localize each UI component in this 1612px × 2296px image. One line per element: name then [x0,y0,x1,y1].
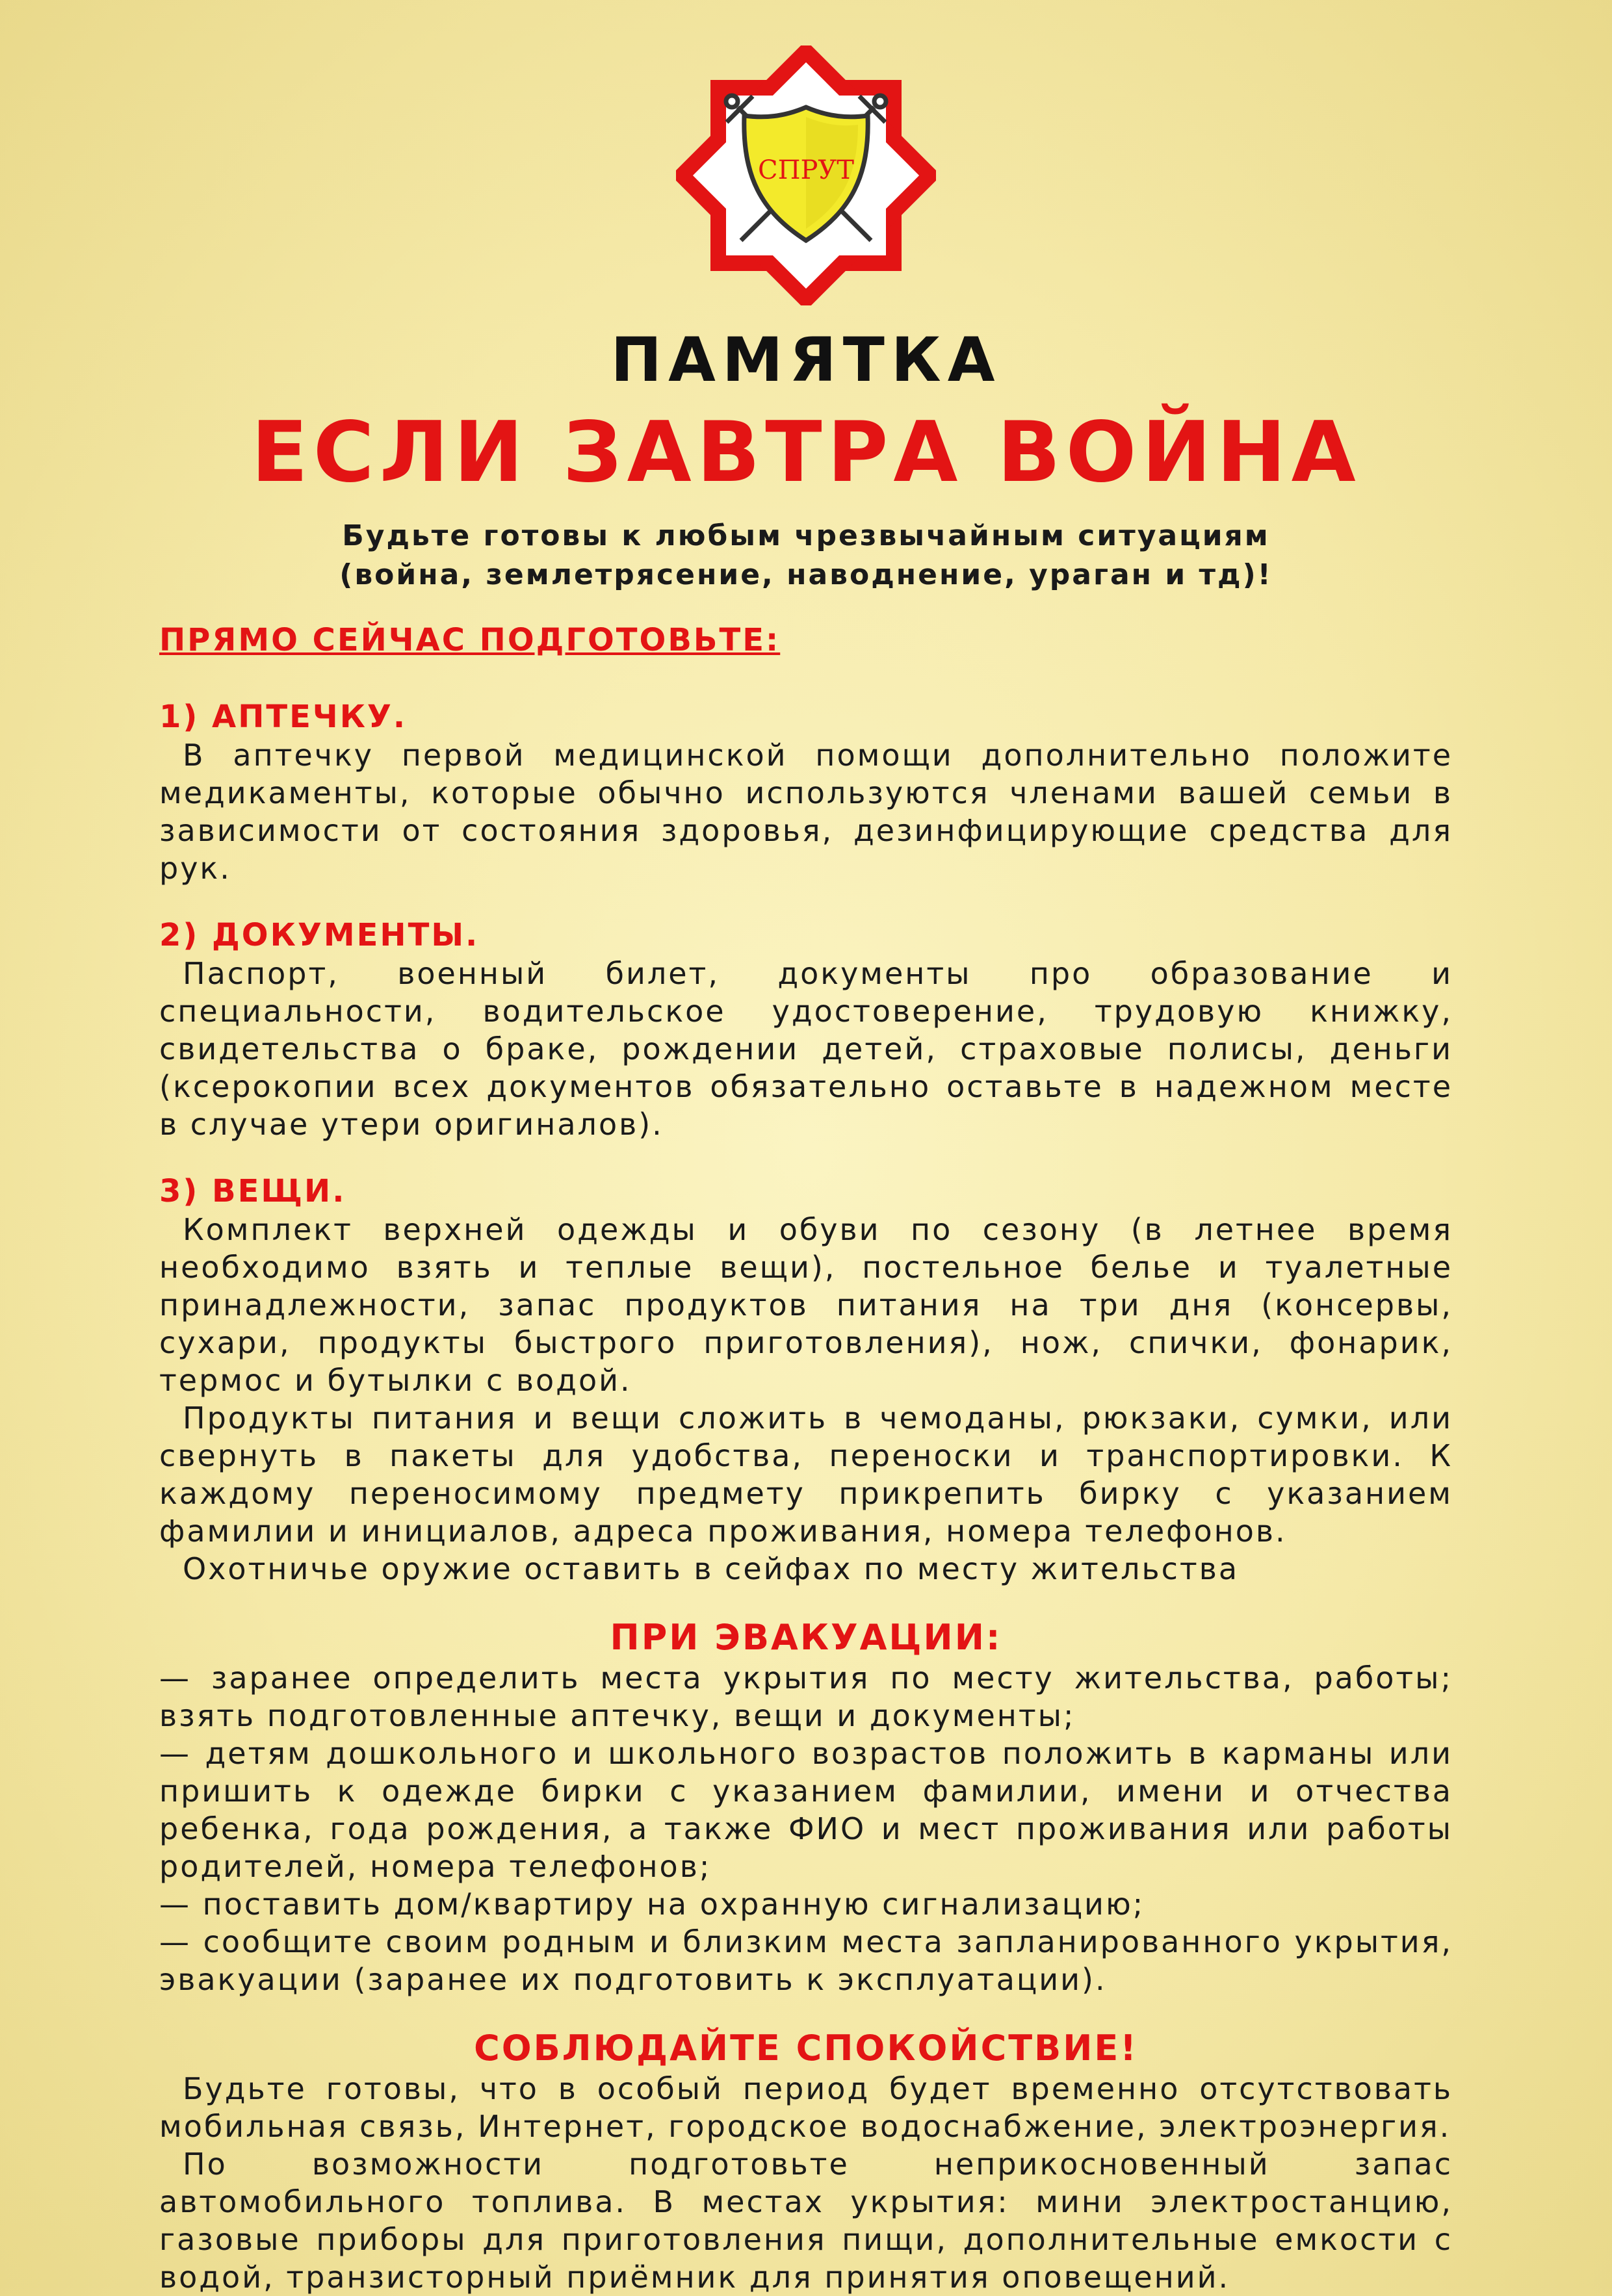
section-heading: 1) АПТЕЧКУ. [159,699,408,735]
list-item: — детям дошкольного и школьного возрастов положить в карманы или пришить к одежде бирки с указанием фамилии, имени и отчества ребенка, года рождения, а также ФИО и мест проживания или работы родителей, номера телефонов; [159,1736,1453,1884]
section-heading: 3) ВЕЩИ. [159,1173,346,1209]
calm-heading: СОБЛЮДАЙТЕ СПОКОЙСТВИЕ! [474,2028,1138,2069]
list-item: — заранее определить места укрытия по месту жительства, работы; взять подготовленные аптечку, вещи и документы; [159,1660,1453,1733]
evacuation-section [159,1616,1453,1998]
evacuation-heading: ПРИ ЭВАКУАЦИИ: [610,1617,1002,1658]
section-paragraph: Продукты питания и вещи сложить в чемоданы, рюкзаки, сумки, или свернуть в пакеты для удобства, переноски и транспортировки. К каждому переносимому предмету прикрепить бирку с указанием фамилии и инициалов, адреса проживания, номера телефонов. [159,1400,1453,1549]
subtitle [0,517,1612,595]
calm-section [159,2027,1453,2296]
star-icon [676,45,936,305]
page-title: ЕСЛИ ЗАВТРА ВОЙНА [251,404,1361,501]
subtitle-line: Будьте готовы к любым чрезвычайным ситуациям [342,519,1270,552]
list-item: — поставить дом/квартиру на охранную сигнализацию; [159,1887,1145,1922]
section-paragraph: Будьте готовы, что в особый период будет временно отсутствовать мобильная связь, Интернет, городское водоснабжение, электроэнергия. [159,2071,1453,2144]
section-paragraph: Комплект верхней одежды и обуви по сезону (в летнее время необходимо взять и теплые вещи), постельное белье и туалетные принадлежности, запас продуктов питания на три дня (консервы, сухари, продукты быстрого приготовления), нож, спички, фонарик, термос и бутылки с водой. [159,1212,1453,1398]
memo-content [159,621,1453,2296]
prepare-heading: ПРЯМО СЕЙЧАС ПОДГОТОВЬТЕ: [159,622,781,658]
section-paragraph: Охотничье оружие оставить в сейфах по месту жительства [183,1551,1240,1586]
section-paragraph: По возможности подготовьте неприкосновенный запас автомобильного топлива. В местах укрытия: мини электростанцию, газовые приборы для приготовления пищи, дополнительные емкости с водой, транзисторный приёмник для принятия оповещений. [159,2147,1453,2295]
logo-text: СПРУТ [758,155,854,185]
logo [676,45,936,305]
section-heading: 2) ДОКУМЕНТЫ. [159,917,480,953]
section-first-aid [159,697,1453,887]
section-paragraph: В аптечку первой медицинской помощи дополнительно положите медикаменты, которые обычно используются членами вашей семьи в зависимости от состояния здоровья, дезинфицирующие средства для рук. [159,738,1453,886]
section-things [159,1172,1453,1588]
list-item: — сообщите своим родным и близким места запланированного укрытия, эвакуации (заранее их подготовить к эксплуатации). [159,1924,1453,1997]
section-documents [159,916,1453,1143]
subtitle-line: (война, землетрясение, наводнение, ураган и тд)! [339,558,1273,591]
section-paragraph: Паспорт, военный билет, документы про образование и специальности, водительское удостоверение, трудовую книжку, свидетельства о браке, рождении детей, страховые полисы, деньги (ксерокопии всех документов обязательно оставьте в надежном месте в случае утери оригиналов). [159,956,1453,1142]
memo-title: ПАМЯТКА [610,325,1002,396]
